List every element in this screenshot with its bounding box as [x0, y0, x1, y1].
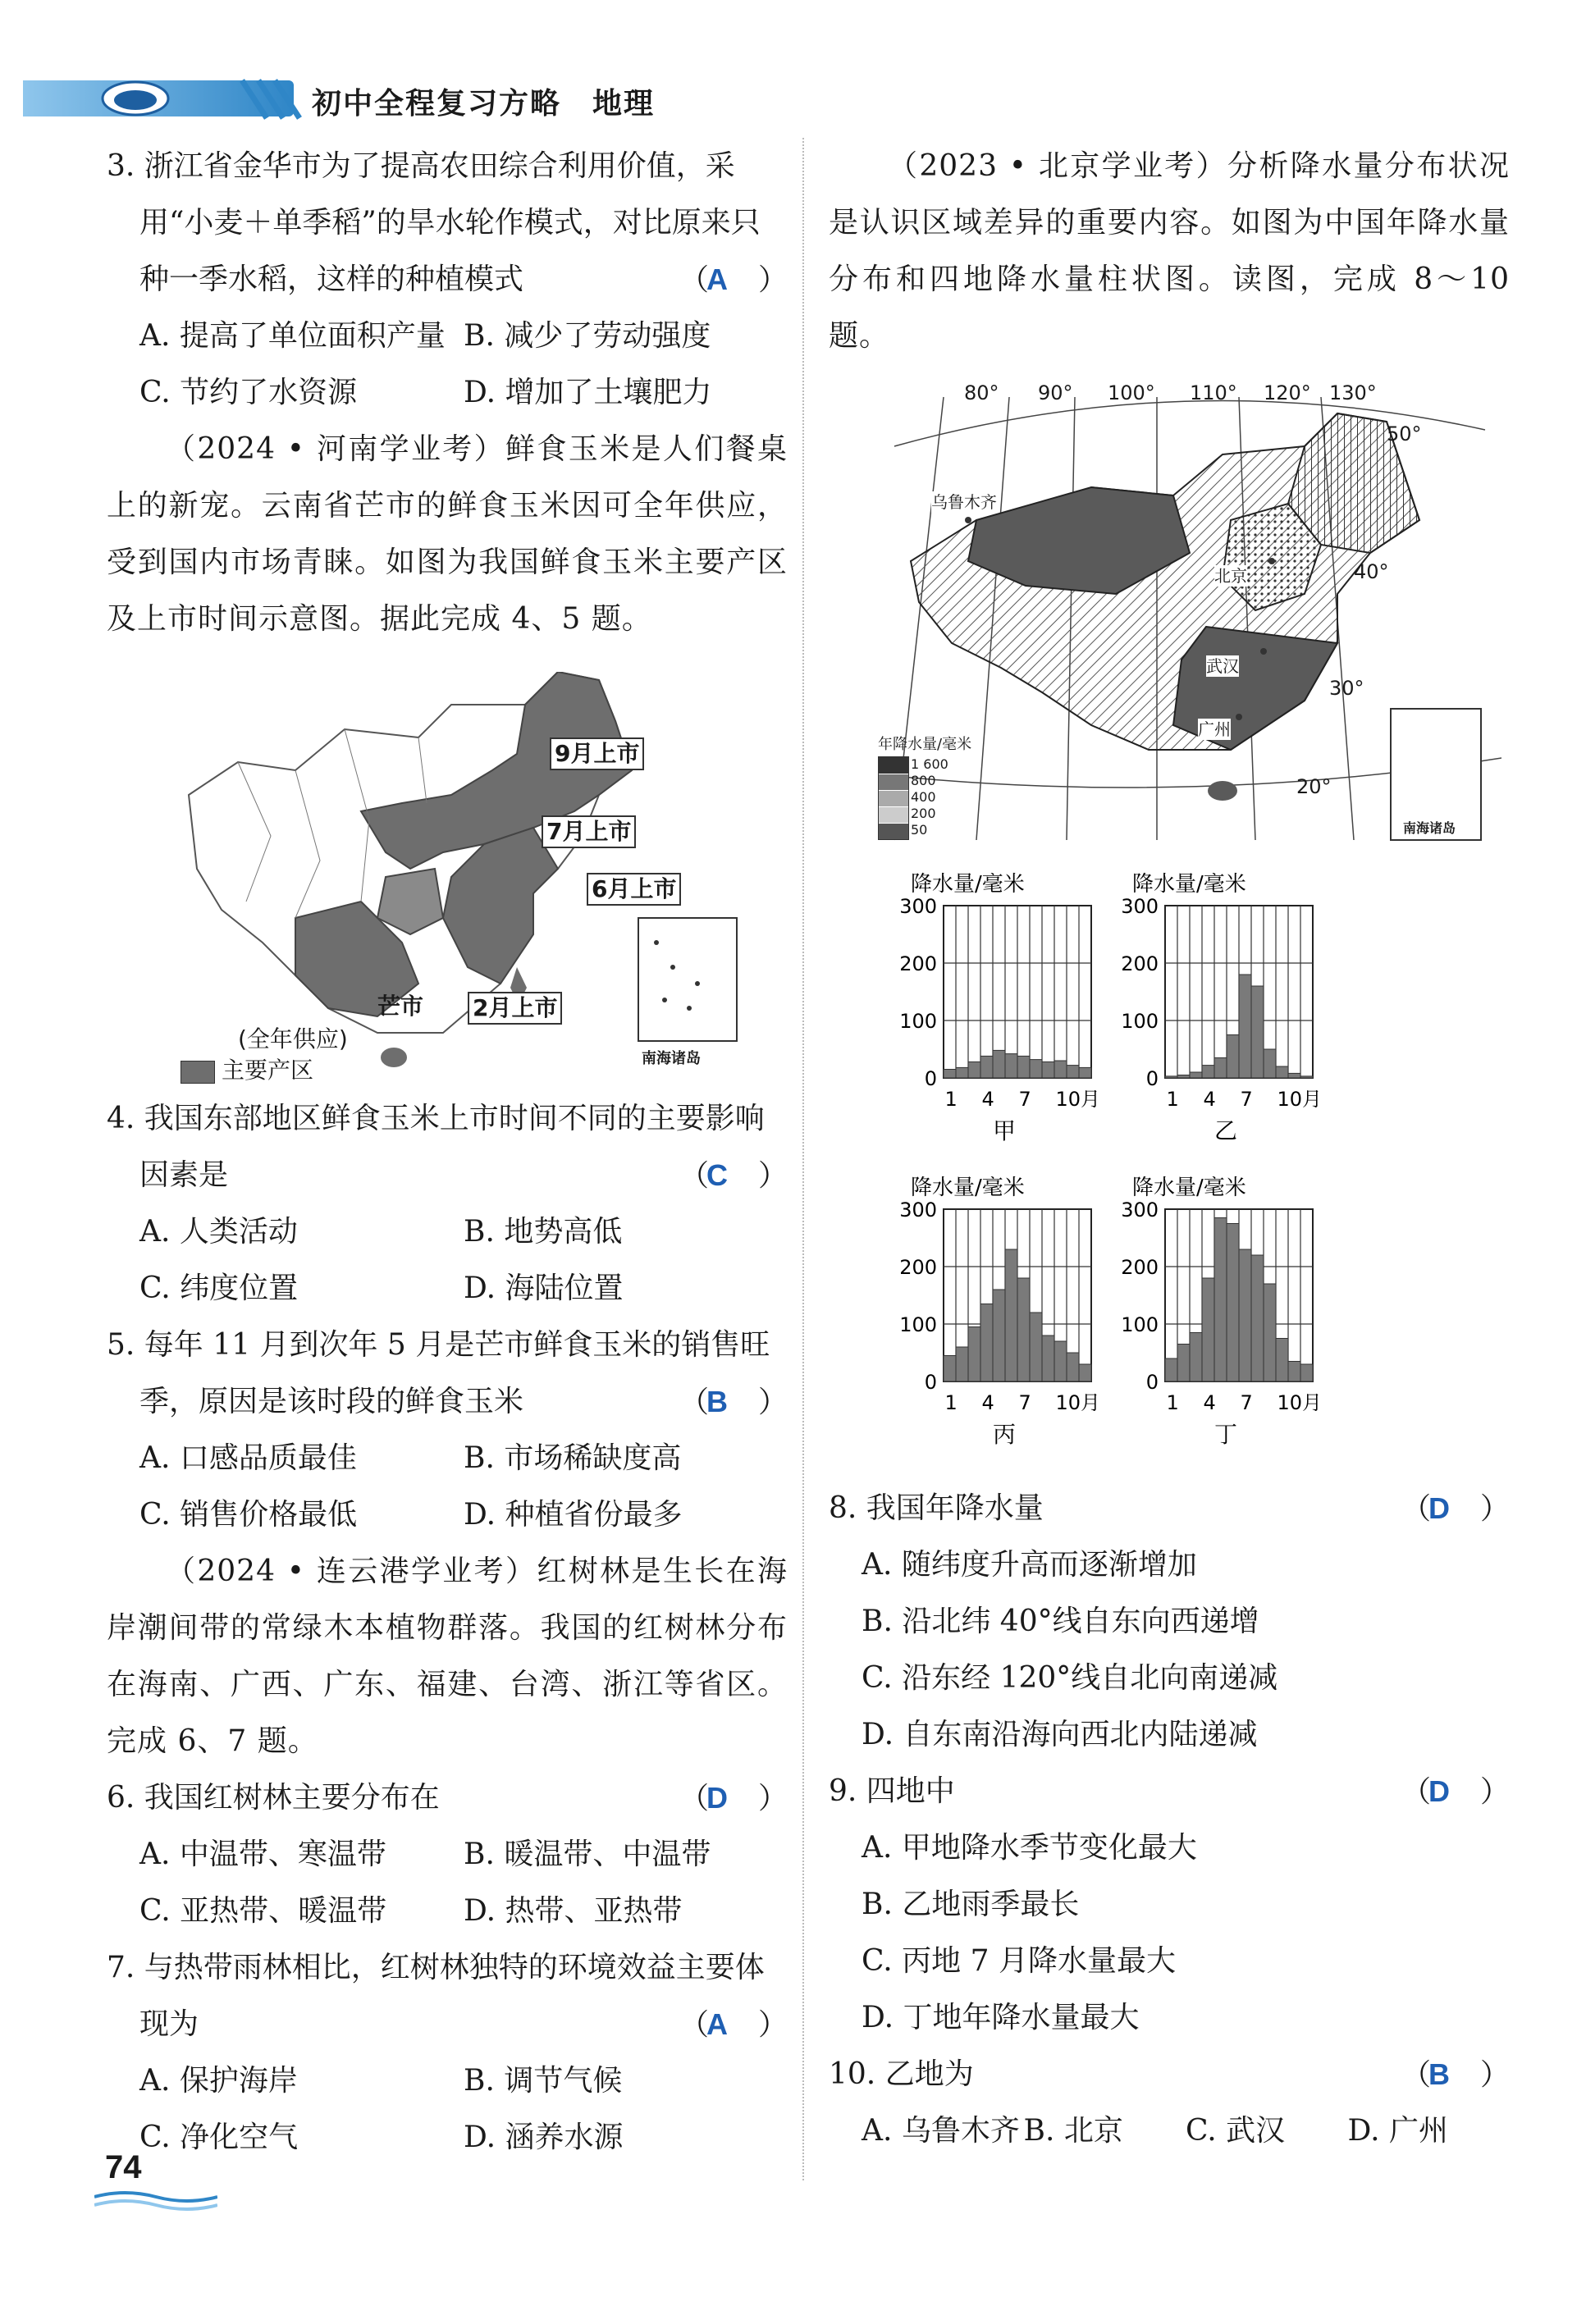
question-8-options: A. 随纬度升高而逐渐增加 B. 沿北纬 40°线自东向西递增 C. 沿东经 120°线自北向南递减 D. 自东南沿海向西北内陆递减: [862, 1548, 1278, 1751]
bar-丁-3: [1190, 1333, 1202, 1382]
answer-bracket: （D ）: [679, 1781, 788, 1815]
question-6-options: A. 中温带、寒温带 B. 暖温带、中温带 C. 亚热带、暖温带 D. 热带、亚热带: [139, 1838, 711, 1928]
bar-丙-10: [1054, 1341, 1067, 1381]
y-tick-label: 100: [899, 1313, 937, 1336]
y-tick-label: 100: [1121, 1313, 1159, 1336]
legend-swatch: [181, 1061, 215, 1084]
answer-letter: A: [706, 263, 728, 296]
y-tick-label: 0: [1145, 1067, 1159, 1090]
y-tick-label: 300: [1121, 1199, 1159, 1221]
bar-丁-4: [1202, 1278, 1214, 1381]
bar-丁-2: [1177, 1345, 1190, 1382]
question-4: 4. 我国东部地区鲜食玉米上市时间不同的主要影响因素是 （C ）: [107, 1090, 788, 1203]
y-tick-label: 0: [924, 1371, 937, 1394]
city-beijing: 北京: [1214, 566, 1247, 586]
bar-乙-8: [1251, 986, 1264, 1078]
answer-bracket: （A ）: [712, 251, 788, 308]
city-guangzhou: 广州: [1198, 719, 1231, 739]
bar-丁-12: [1300, 1364, 1313, 1381]
question-9-options: A. 甲地降水季节变化最大 B. 乙地雨季最长 C. 丙地 7 月降水量最大 D. 丁地年降水量最大: [862, 1831, 1197, 2034]
page-number: 74: [105, 2149, 142, 2185]
hainan-island: [381, 1048, 407, 1067]
bar-丁-10: [1276, 1339, 1288, 1382]
chart-ylabel: 降水量/毫米: [911, 1176, 1025, 1200]
chart-title: 甲: [993, 1117, 1017, 1144]
x-tick-label: 4: [981, 1391, 994, 1414]
bar-甲-6: [1005, 1054, 1017, 1078]
lat-30: 30°: [1329, 677, 1364, 700]
answer-bracket: （A ）: [679, 2007, 788, 2042]
column-divider: [802, 138, 804, 2180]
legend-200: 200: [911, 806, 936, 821]
y-tick-label: 100: [899, 1010, 937, 1033]
bar-乙-11: [1288, 1073, 1300, 1078]
x-tick-label: 7: [1240, 1391, 1253, 1414]
answer-bracket: （C ）: [679, 1158, 788, 1193]
bar-丙-3: [968, 1327, 980, 1382]
legend-800: 800: [911, 773, 936, 788]
precip-charts-svg: [894, 856, 1403, 1480]
option-b: B. 减少了劳动强度: [464, 319, 711, 353]
bar-丁-5: [1214, 1218, 1227, 1382]
question-5: 5. 每年 11 月到次年 5 月是芒市鲜食玉米的销售旺季，原因是该时段的鲜食玉米 （B ）: [107, 1317, 788, 1430]
header-stripes-icon: [238, 79, 304, 120]
answer-bracket: （D ）: [1401, 1491, 1510, 1526]
bar-丙-1: [944, 1356, 956, 1382]
label-feb: 2月上市: [468, 992, 562, 1025]
lon-90: 90°: [1038, 381, 1073, 404]
x-tick-label: 10月: [1277, 1391, 1323, 1414]
right-column: [829, 138, 1510, 2159]
x-tick-label: 7: [1018, 1088, 1031, 1111]
chart-ylabel: 降水量/毫米: [1132, 872, 1246, 897]
corn-map-figure: [107, 647, 788, 1090]
precip-map: [878, 381, 1501, 856]
label-sept: 9月上市: [550, 737, 644, 770]
bar-丁-1: [1165, 1358, 1177, 1381]
legend-1600: 1 600: [911, 756, 948, 772]
bar-乙-7: [1239, 975, 1251, 1078]
question-7-options: A. 保护海岸 B. 调节气候 C. 净化空气 D. 涵养水源: [139, 2064, 624, 2154]
y-tick-label: 200: [899, 952, 937, 975]
bar-甲-12: [1079, 1067, 1091, 1078]
chart-title: 丙: [993, 1421, 1017, 1448]
option-a: A. 提高了单位面积产量: [139, 319, 446, 353]
y-tick-label: 300: [1121, 895, 1159, 918]
book-title: 初中全程复习方略 地理: [312, 87, 656, 121]
label-all-year: (全年供应): [238, 1025, 348, 1052]
bar-甲-7: [1017, 1056, 1030, 1078]
bar-甲-3: [968, 1062, 980, 1078]
x-tick-label: 1: [944, 1088, 958, 1111]
bar-丁-6: [1227, 1224, 1239, 1382]
y-tick-label: 200: [899, 1256, 937, 1279]
x-tick-label: 7: [1240, 1088, 1253, 1111]
x-tick-label: 7: [1018, 1391, 1031, 1414]
bar-甲-11: [1067, 1066, 1079, 1078]
y-tick-label: 200: [1121, 952, 1159, 975]
bar-甲-1: [944, 1070, 956, 1079]
lon-130: 130°: [1329, 381, 1377, 404]
x-tick-label: 10月: [1055, 1391, 1101, 1414]
lon-100: 100°: [1108, 381, 1155, 404]
x-tick-label: 10月: [1277, 1088, 1323, 1111]
bar-乙-6: [1227, 1035, 1239, 1079]
question-text: 3. 浙江省金华市为了提高农田综合利用价值，采用“小麦＋单季稻”的旱水轮作模式，对比原来只种一季水稻，这样的种植模式: [107, 149, 761, 296]
y-tick-label: 100: [1121, 1010, 1159, 1033]
y-tick-label: 0: [1145, 1371, 1159, 1394]
label-mangshi: 芒市: [377, 993, 424, 1020]
question-3-options: [107, 308, 788, 421]
question-8: 8. 我国年降水量 （D ）: [829, 1480, 1510, 1536]
question-5-options: A. 口感品质最佳 B. 市场稀缺度高 C. 销售价格最低 D. 种植省份最多: [139, 1441, 683, 1532]
bar-丁-11: [1288, 1362, 1300, 1382]
answer-bracket: （B ）: [1401, 2057, 1510, 2092]
x-tick-label: 4: [1203, 1088, 1216, 1111]
x-tick-label: 10月: [1055, 1088, 1101, 1111]
bar-甲-2: [956, 1067, 968, 1078]
bar-乙-4: [1202, 1066, 1214, 1078]
precip-charts: [829, 856, 1510, 1480]
bar-乙-5: [1214, 1058, 1227, 1079]
y-tick-label: 300: [899, 895, 937, 918]
question-6: 6. 我国红树林主要分布在 （D ）: [107, 1769, 788, 1826]
label-june: 6月上市: [587, 873, 681, 906]
chart-title: 丁: [1214, 1421, 1238, 1448]
bar-丁-7: [1239, 1249, 1251, 1381]
lon-80: 80°: [964, 381, 999, 404]
page-wave-icon: [94, 2189, 217, 2213]
x-tick-label: 1: [944, 1391, 958, 1414]
bar-丙-6: [1005, 1249, 1017, 1381]
inset-label: 南海诸岛: [642, 1050, 701, 1067]
chart-ylabel: 降水量/毫米: [911, 872, 1025, 897]
bar-丙-11: [1067, 1353, 1079, 1381]
question-10-options: A. 乌鲁木齐 B. 北京 C. 武汉 D. 广州: [862, 2114, 1448, 2148]
lon-110: 110°: [1190, 381, 1237, 404]
legend-title: 年降水量/毫米: [878, 736, 972, 753]
legend-label: 主要产区: [222, 1057, 314, 1084]
bar-甲-5: [993, 1050, 1005, 1078]
question-10: 10. 乙地为 （B ）: [829, 2046, 1510, 2103]
y-tick-label: 300: [899, 1199, 937, 1221]
precip-map-figure: [829, 364, 1510, 856]
city-wuhan: 武汉: [1206, 656, 1239, 676]
inset-label: 南海诸岛: [1403, 820, 1456, 836]
lat-20: 20°: [1296, 775, 1332, 798]
bar-甲-4: [980, 1056, 993, 1078]
bar-丙-7: [1017, 1278, 1030, 1381]
bar-丙-9: [1042, 1336, 1054, 1381]
option-c: C. 节约了水资源: [139, 376, 358, 409]
bar-甲-10: [1054, 1061, 1067, 1078]
left-column: [107, 138, 788, 2166]
bar-乙-3: [1190, 1072, 1202, 1078]
bar-乙-12: [1300, 1076, 1313, 1078]
bar-丙-8: [1030, 1313, 1042, 1381]
inset-box: [638, 918, 737, 1041]
bar-丙-5: [993, 1290, 1005, 1381]
label-july: 7月上市: [542, 815, 636, 848]
x-tick-label: 4: [981, 1088, 994, 1111]
lat-40: 40°: [1354, 560, 1389, 583]
bar-丙-4: [980, 1304, 993, 1382]
bar-丙-2: [956, 1347, 968, 1381]
bar-乙-10: [1276, 1066, 1288, 1078]
legend-50: 50: [911, 822, 928, 838]
x-tick-label: 1: [1166, 1391, 1179, 1414]
question-9: 9. 四地中 （D ）: [829, 1763, 1510, 1819]
chart-title: 乙: [1214, 1117, 1238, 1144]
intro-q4-5: （2024 • 河南学业考）鲜食玉米是人们餐桌上的新宠。云南省芒市的鲜食玉米因可全年供应，受到国内市场青睐。如图为我国鲜食玉米主要产区及上市时间示意图。据此完成 4、5 题。: [107, 432, 788, 636]
chart-ylabel: 降水量/毫米: [1132, 1176, 1246, 1200]
question-4-options: A. 人类活动 B. 地势高低 C. 纬度位置 D. 海陆位置: [139, 1215, 624, 1305]
bar-甲-8: [1030, 1060, 1042, 1078]
bar-乙-1: [1165, 1076, 1177, 1078]
book-logo-icon: [98, 79, 172, 118]
intro-q6-7: （2024 • 连云港学业考）红树林是生长在海岸潮间带的常绿木本植物群落。我国的红树林分布在海南、广西、广东、福建、台湾、浙江等省区。完成 6、7 题。: [107, 1555, 788, 1758]
hainan-island: [1208, 781, 1237, 801]
lat-50: 50°: [1387, 422, 1422, 445]
bar-甲-9: [1042, 1062, 1054, 1078]
y-tick-label: 200: [1121, 1256, 1159, 1279]
intro-q8-10: （2023 • 北京学业考）分析降水量分布状况是认识区域差异的重要内容。如图为中国年降水量分布和四地降水量柱状图。读图，完成 8～10 题。: [829, 149, 1510, 353]
bar-乙-9: [1264, 1049, 1276, 1078]
option-d: D. 增加了土壤肥力: [464, 376, 712, 409]
answer-bracket: （B ）: [679, 1385, 788, 1419]
city-urumqi: 乌鲁木齐: [931, 492, 997, 512]
y-tick-label: 0: [924, 1067, 937, 1090]
x-tick-label: 1: [1166, 1088, 1179, 1111]
bar-丙-12: [1079, 1364, 1091, 1381]
x-tick-label: 4: [1203, 1391, 1216, 1414]
question-3: [107, 138, 788, 308]
bar-丁-8: [1251, 1255, 1264, 1381]
question-7: 7. 与热带雨林相比，红树林独特的环境效益主要体现为 （A ）: [107, 1939, 788, 2052]
bar-丁-9: [1264, 1284, 1276, 1381]
legend-400: 400: [911, 789, 936, 805]
answer-bracket: （D ）: [1401, 1774, 1510, 1809]
bar-乙-2: [1177, 1075, 1190, 1079]
legend-scale: [878, 756, 909, 840]
lon-120: 120°: [1264, 381, 1311, 404]
